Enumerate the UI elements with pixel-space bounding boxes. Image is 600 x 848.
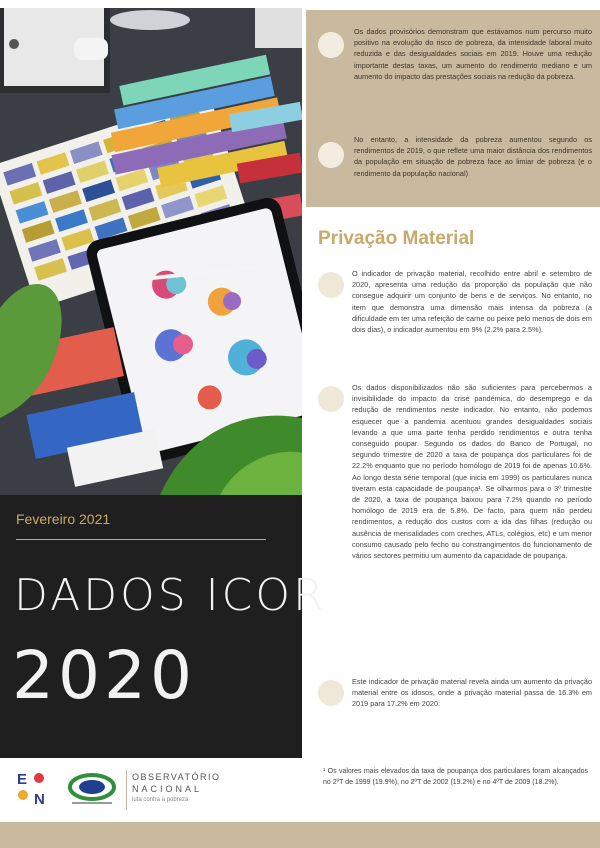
cover-year: 2020 (12, 637, 196, 714)
bullet-dot-icon (318, 386, 344, 412)
bullet-dot-icon (318, 272, 344, 298)
section-bullet-text: Este indicador de privação material revela ainda um aumento da privação material entre os idosos, onde a privação material passa de 16.3% em 2019 para 17.2% em 2020. (352, 677, 592, 709)
section-title: Privação Material (318, 228, 475, 249)
enon-logo-top: E (17, 771, 28, 788)
observatorio-line2: NACIONAL (132, 784, 203, 794)
intro-bullet-text: No entanto, a intensidade da pobreza aumentou segundo os rendimentos de 2019, o que reflete uma maior distância dos rendimentos da população em situação de pobreza face ao limiar de pobreza (e o rendimento da população nacional) (354, 135, 592, 178)
enon-logo-mid: N (34, 791, 45, 808)
section-bullet-text: Os dados disponibilizados não são suficientes para percebermos a invisibilidade do impacto da crise pandémica, do desemprego e da redução de rendimentos neste indicador. No entanto, não podemos esquecer que a pandemia acentuou grandes desigualdades sociais levando a que uma parte tenha perdido rendimentos e outra tenha conseguido poupar. Segundo os dados do Banco de Portugal, no segundo trimestre de 2020 a taxa de poupança dos particulares foi de 22.2% enquanto que no período homólogo de 2019 foi de apenas 10.6%. Ao longo desta série temporal (que inicia em 1999) os particulares nunca tiveram esta capacidade de poupança¹. Se olharmos para o 3º trimestre de 2020, a taxa de poupança baixou para 7.2% quando no período homólogo de 2019 era de 5.8%. De facto, para quem não perdeu rendimentos, a redução dos custos com a ida das filhas (redução ou ausência de mensalidades com creches, ATLs, colégios, etc) e um menor consumo causado pelo fecho ou constrangimentos do funcionamento de vários sectores permitiu um aumento da capacidade de poupança. (352, 383, 592, 561)
cover-title: DADOS ICOR (14, 570, 327, 621)
cover-month: Fevereiro 2021 (16, 511, 111, 527)
intro-summary-box (306, 10, 600, 207)
enon-logo (14, 768, 58, 812)
observatorio-line1: OBSERVATÓRIO (132, 772, 221, 782)
logo-divider (126, 770, 127, 810)
observatorio-emblem (64, 772, 120, 808)
footnote: ¹ Os valores mais elevados da taxa de poupança dos particulares foram alcançados no 2ºT de 1999 (19.9%), no 2ºT de 2002 (19.2%) e no 4ºT de 2009 (18.2%). (323, 768, 588, 786)
section-bullet-text: O indicador de privação material, recolhido entre abril e setembro de 2020, apresenta uma redução da proporção da população que não consegue adquirir um conjunto de bens e de serviços. No entanto, no item que demonstra uma dimensão mais intensa da pobreza (a dificuldade em ter uma refeição de carne ou peixe pelo menos de dois em dois dias), o indicador aumentou em 9% (2.2% para 2.5%). (352, 269, 592, 335)
desk-swatches-illustration (0, 8, 302, 495)
bullet-dot-icon (318, 142, 344, 168)
cover-photo (0, 8, 302, 495)
bullet-dot-icon (318, 32, 344, 58)
observatorio-wordmark (132, 772, 221, 803)
intro-bullet-text: Os dados provisórios demonstram que estávamos num percurso muito positivo na evolução do risco de pobreza, da intensidade laboral muito reduzida e das desigualdades sociais em 2019. Houve uma redução importante destas taxas, um aumento do rendimento mediano e um aumento do impacto das prestações sociais na redução da pobreza. (354, 27, 592, 81)
cover-title-panel (0, 495, 327, 758)
footer-bar (0, 822, 600, 848)
observatorio-line3: luta contra a pobreza (132, 797, 189, 803)
bullet-dot-icon (318, 680, 344, 706)
partner-logos (14, 766, 304, 816)
month-divider (16, 539, 266, 540)
